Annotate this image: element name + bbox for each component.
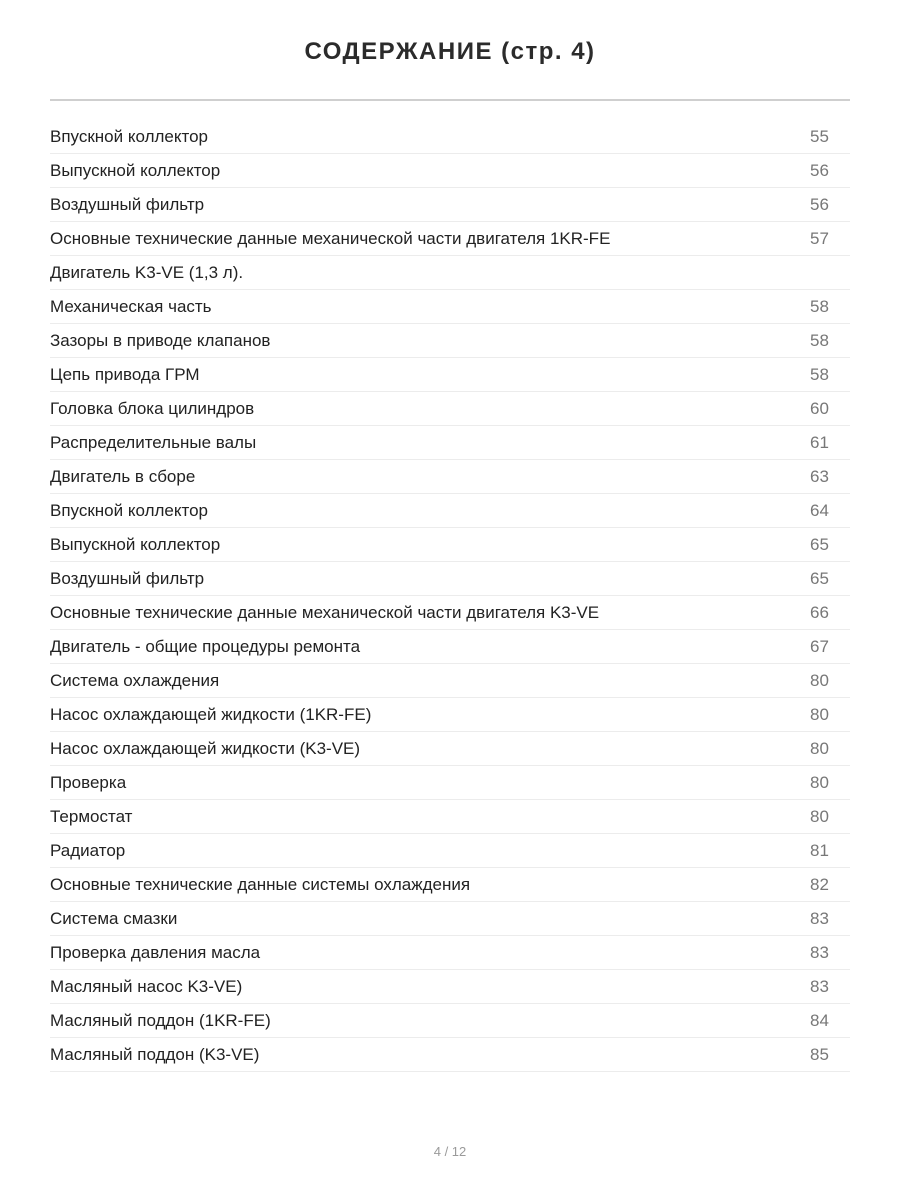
toc-entry-title: Проверка [50,772,127,792]
toc-entry[interactable] [50,426,850,460]
toc-entry-title: Система смазки [50,908,178,928]
toc-entry-page: 82 [810,874,829,894]
toc-entry[interactable] [50,222,850,256]
toc-entry-page: 80 [810,806,829,826]
toc-entry-page: 58 [810,364,829,384]
toc-entry-title: Основные технические данные системы охлаждения [50,874,471,894]
toc-entry-title: Насос охлаждающей жидкости (K3-VE) [50,738,361,758]
toc-entry-title: Масляный поддон (1KR-FE) [50,1010,271,1030]
toc-entry-title: Радиатор [50,840,126,860]
toc-entry-title: Воздушный фильтр [50,194,205,214]
toc-entry[interactable] [50,970,850,1004]
toc-entry-page: 65 [810,534,829,554]
toc-entry-page: 58 [810,330,829,350]
toc-entry-title: Насос охлаждающей жидкости (1KR-FE) [50,704,372,724]
toc-entry-page: 81 [810,840,829,860]
toc-entry-page: 67 [810,636,829,656]
toc-section-heading [50,256,850,290]
toc-entry[interactable] [50,698,850,732]
toc-entry-page: 85 [810,1044,829,1064]
toc-entry[interactable] [50,460,850,494]
toc-entry[interactable] [50,766,850,800]
toc-entry-page: 84 [810,1010,829,1030]
toc-entry-title: Двигатель - общие процедуры ремонта [50,636,361,656]
toc-entry-page: 57 [810,228,829,248]
page-title: СОДЕРЖАНИЕ (стр. 4) [304,38,596,65]
toc-entry-title: Термостат [50,806,133,826]
toc-entry[interactable] [50,324,850,358]
toc-entry[interactable] [50,902,850,936]
toc-entry[interactable] [50,630,850,664]
toc-entry[interactable] [50,528,850,562]
toc-entry-title: Двигатель K3-VE (1,3 л). [50,262,244,282]
toc-entry[interactable] [50,494,850,528]
toc-entry-title: Головка блока цилиндров [50,398,255,418]
toc-entry[interactable] [50,800,850,834]
toc-entry[interactable] [50,834,850,868]
toc-entry-title: Проверка давления масла [50,942,261,962]
toc-entry-title: Впускной коллектор [50,500,208,520]
toc-entry-page: 58 [810,296,829,316]
toc-entry-page: 63 [810,466,829,486]
page-number-indicator: 4 / 12 [433,1144,467,1159]
toc-entry-page: 55 [810,126,829,146]
toc-entry-page: 80 [810,772,829,792]
toc-entry[interactable] [50,936,850,970]
toc-entry[interactable] [50,392,850,426]
toc-entry[interactable] [50,120,850,154]
toc-entry[interactable] [50,1004,850,1038]
toc-entry[interactable] [50,154,850,188]
toc-entry[interactable] [50,562,850,596]
toc-entry[interactable] [50,868,850,902]
toc-entry-page: 64 [810,500,829,520]
toc-entry-page: 83 [810,908,829,928]
toc-entry-title: Двигатель в сборе [50,466,196,486]
toc-entry[interactable] [50,188,850,222]
toc-entry-title: Масляный насос K3-VE) [50,976,243,996]
toc-entry-page: 56 [810,194,829,214]
title-divider [50,99,850,101]
table-of-contents [50,120,850,1072]
toc-entry-page: 61 [810,432,829,452]
toc-entry-title: Впускной коллектор [50,126,208,146]
toc-entry[interactable] [50,732,850,766]
toc-entry-title: Выпускной коллектор [50,160,221,180]
toc-entry[interactable] [50,664,850,698]
toc-entry-title: Выпускной коллектор [50,534,221,554]
toc-entry[interactable] [50,1038,850,1072]
toc-entry-page: 80 [810,738,829,758]
toc-entry-title: Основные технические данные механической части двигателя K3-VE [50,602,600,622]
toc-entry-title: Основные технические данные механической части двигателя 1KR-FE [50,228,611,248]
toc-entry-page: 80 [810,704,829,724]
toc-entry-title: Цепь привода ГРМ [50,364,200,384]
toc-entry-page: 66 [810,602,829,622]
toc-entry-page: 80 [810,670,829,690]
toc-entry[interactable] [50,290,850,324]
toc-entry-page: 60 [810,398,829,418]
toc-entry-title: Распределительные валы [50,432,257,452]
toc-entry-title: Масляный поддон (K3-VE) [50,1044,260,1064]
toc-entry[interactable] [50,596,850,630]
toc-entry-page: 65 [810,568,829,588]
toc-entry-title: Зазоры в приводе клапанов [50,330,271,350]
toc-entry-title: Система охлаждения [50,670,220,690]
toc-entry-title: Механическая часть [50,296,212,316]
toc-entry-page: 56 [810,160,829,180]
toc-entry-page: 83 [810,976,829,996]
toc-entry-title: Воздушный фильтр [50,568,205,588]
toc-entry-page: 83 [810,942,829,962]
toc-entry[interactable] [50,358,850,392]
